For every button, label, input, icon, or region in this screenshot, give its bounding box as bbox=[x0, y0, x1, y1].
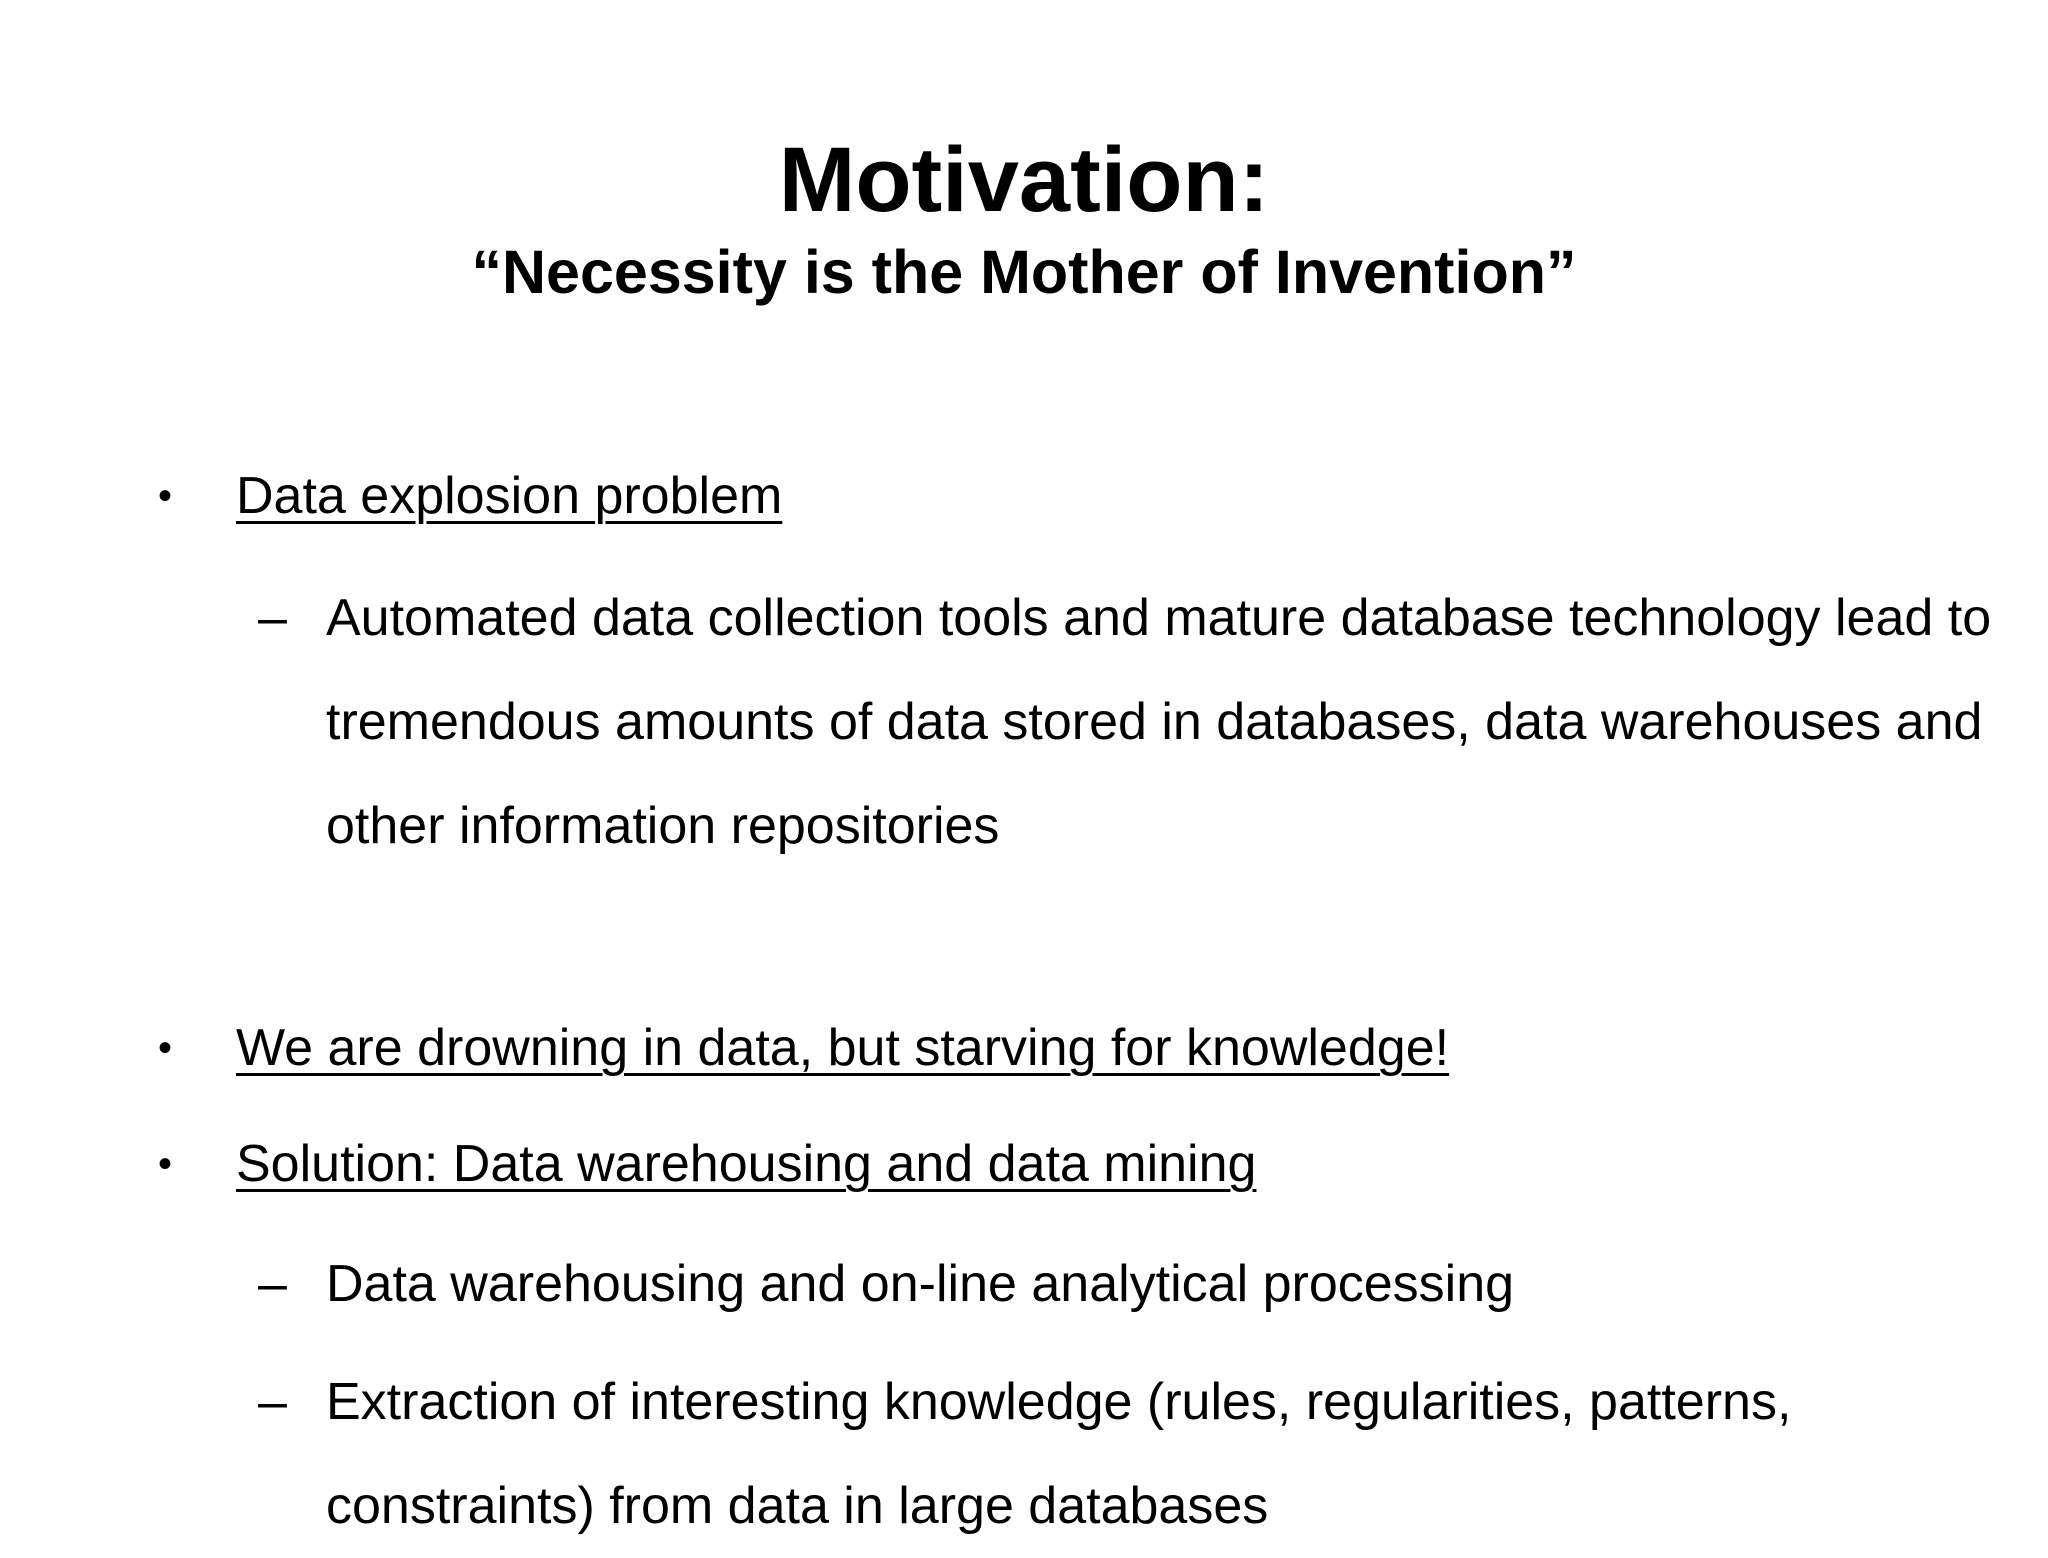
slide-title: Motivation: bbox=[778, 129, 1270, 231]
dash-icon: – bbox=[258, 589, 287, 647]
bullet-text: We are drowning in data, but starving for knowledge! bbox=[236, 1019, 1450, 1077]
dash-icon: – bbox=[258, 1255, 287, 1313]
bullet-icon: • bbox=[158, 1026, 173, 1070]
sub-item-text: Data warehousing and on-line analytical processing bbox=[326, 1255, 1515, 1313]
bullet-icon: • bbox=[158, 1142, 173, 1186]
sub-item-text: Automated data collection tools and mature database technology lead to tremendous amounts of data stored in databases, data warehouses and other information repositories bbox=[326, 589, 1992, 855]
bullet-icon: • bbox=[158, 474, 173, 518]
bullet-text: Solution: Data warehousing and data mining bbox=[236, 1135, 1257, 1193]
sub-item-text: Extraction of interesting knowledge (rules, regularities, patterns, constraints) from data in large databases bbox=[326, 1373, 1792, 1535]
bullet-text: Data explosion problem bbox=[236, 467, 783, 525]
dash-icon: – bbox=[258, 1373, 287, 1431]
slide-subtitle: “Necessity is the Mother of Invention” bbox=[471, 238, 1577, 306]
